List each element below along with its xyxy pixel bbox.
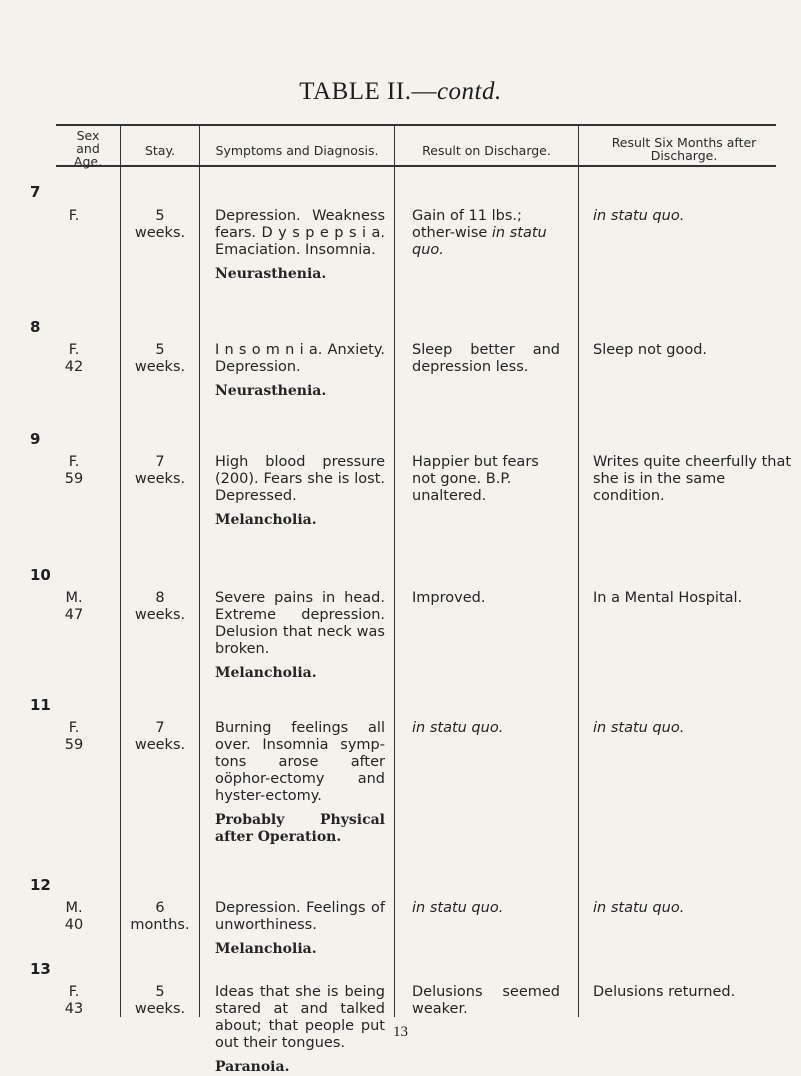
stay-unit: weeks. (134, 737, 186, 753)
case-sex: F. (68, 454, 80, 470)
six-months-text: Writes quite cheerfully that she is in the same condition. (593, 454, 792, 504)
case-sex: M. (65, 590, 83, 606)
case-sex-age (56, 984, 92, 1018)
case-stay (120, 984, 200, 1018)
six-months-text: In a Mental Hospital. (593, 590, 743, 606)
header-symptoms: Symptoms and Diagnosis. (215, 143, 379, 158)
six-months-text: Sleep not good. (593, 342, 708, 358)
symptoms-text: High blood pressure (200). Fears she is lost. Depressed. (215, 454, 385, 504)
case-symptoms (215, 208, 385, 283)
case-stay (120, 208, 200, 242)
six-months-text: Delusions returned. (593, 984, 736, 1000)
case-result (412, 342, 560, 376)
stay-unit: months. (130, 917, 190, 933)
case-stay (120, 900, 200, 934)
col-divider-1 (120, 124, 121, 1017)
result-text: Improved. (412, 590, 486, 606)
stay-unit: weeks. (134, 1001, 186, 1017)
header-and-label: and (76, 141, 100, 156)
case-age: 40 (64, 917, 84, 933)
page-title (0, 78, 801, 106)
symptoms-text: Depression. Weakness fears. D y s p e p s i a. Emaciation. Insomnia. (215, 208, 385, 258)
case-sex-age (56, 900, 92, 934)
case-sex: M. (65, 900, 83, 916)
case-six-months (593, 720, 793, 737)
case-six-months (593, 590, 793, 607)
result-text: Gain of 11 lbs.; other-wise (412, 208, 522, 241)
col-divider-3 (394, 124, 395, 1017)
case-age: 42 (64, 359, 84, 375)
case-symptoms (215, 720, 385, 846)
case-age: 59 (64, 471, 84, 487)
six-months-italic: in statu quo. (593, 900, 685, 916)
case-stay (120, 720, 200, 754)
header-age-label: Age. (73, 154, 103, 169)
case-number: 12 (30, 876, 51, 894)
result-italic: in statu quo. (412, 900, 504, 916)
stay-number: 7 (155, 720, 165, 736)
title-main: TABLE II.— (299, 78, 437, 105)
case-sex-age (56, 590, 92, 624)
six-months-italic: in statu quo. (593, 208, 685, 224)
symptoms-text: Ideas that she is being stared at and talked about; that people put out their tongues. (215, 984, 385, 1051)
result-text: Delusions seemed weaker. (412, 984, 560, 1017)
page-number: 13 (393, 1024, 408, 1040)
result-italic: in statu quo. (412, 225, 547, 258)
case-sex: F. (68, 208, 80, 224)
case-number: 11 (30, 696, 51, 714)
symptoms-text: Burning feelings all over. Insomnia symp-tons arose after oöphor-ectomy and hyster-ectomy. (215, 720, 385, 804)
case-result (412, 984, 560, 1018)
case-sex-age (56, 342, 92, 376)
case-number: 7 (30, 183, 41, 201)
case-number: 9 (30, 430, 41, 448)
result-italic: in statu quo. (412, 720, 504, 736)
case-six-months (593, 454, 793, 505)
table-top-rule (56, 124, 776, 126)
result-text: Sleep better and depression less. (412, 342, 560, 375)
case-age: 43 (64, 1001, 84, 1017)
header-sex-label: Sex (76, 128, 100, 143)
stay-unit: weeks. (134, 471, 186, 487)
diagnosis: Melancholia. (215, 665, 317, 681)
case-symptoms (215, 590, 385, 682)
col-divider-4 (578, 124, 579, 1017)
symptoms-text: Severe pains in head. Extreme depression. Delusion that neck was broken. (215, 590, 385, 657)
case-sex: F. (68, 984, 80, 1000)
case-age: 59 (64, 737, 84, 753)
case-stay (120, 342, 200, 376)
six-months-italic: in statu quo. (593, 720, 685, 736)
header-bottom-rule (56, 165, 776, 167)
case-sex: F. (68, 342, 80, 358)
case-symptoms (215, 454, 385, 529)
stay-unit: weeks. (134, 607, 186, 623)
stay-number: 5 (155, 208, 165, 224)
stay-unit: weeks. (134, 359, 186, 375)
case-sex-age (56, 720, 92, 754)
case-result (412, 590, 560, 607)
case-result (412, 208, 560, 259)
case-result (412, 720, 560, 737)
case-symptoms (215, 342, 385, 400)
case-sex: F. (68, 720, 80, 736)
case-number: 13 (30, 960, 51, 978)
case-number: 10 (30, 566, 51, 584)
header-stay: Stay. (144, 143, 176, 158)
diagnosis: Melancholia. (215, 941, 317, 957)
result-text: Happier but fears not gone. B.P. unaltered. (412, 454, 539, 504)
case-result (412, 900, 560, 917)
case-six-months (593, 208, 793, 225)
title-contd: contd. (436, 78, 502, 105)
col-divider-2 (199, 124, 200, 1017)
diagnosis: Paranoia. (215, 1059, 290, 1075)
case-number: 8 (30, 318, 41, 336)
case-six-months (593, 984, 793, 1001)
stay-number: 8 (155, 590, 165, 606)
header-sex-age (56, 129, 120, 168)
stay-number: 5 (155, 342, 165, 358)
diagnosis: Probably Physical after Operation. (215, 812, 385, 845)
stay-number: 7 (155, 454, 165, 470)
stay-number: 6 (155, 900, 165, 916)
diagnosis: Neurasthenia. (215, 266, 327, 282)
header-six-months-line2: Discharge. (650, 148, 718, 163)
symptoms-text: I n s o m n i a. Anxiety. Depression. (215, 342, 385, 375)
header-six-months-line1: Result Six Months after (611, 135, 757, 150)
case-result (412, 454, 560, 505)
symptoms-text: Depression. Feelings of unworthiness. (215, 900, 385, 933)
case-stay (120, 590, 200, 624)
stay-number: 5 (155, 984, 165, 1000)
case-symptoms (215, 900, 385, 958)
case-six-months (593, 342, 793, 359)
stay-unit: weeks. (134, 225, 186, 241)
diagnosis: Melancholia. (215, 512, 317, 528)
case-age: 47 (64, 607, 84, 623)
diagnosis: Neurasthenia. (215, 383, 327, 399)
header-result: Result on Discharge. (422, 143, 551, 158)
case-stay (120, 454, 200, 488)
case-sex-age (56, 454, 92, 488)
case-six-months (593, 900, 793, 917)
header-six-months (579, 136, 789, 162)
